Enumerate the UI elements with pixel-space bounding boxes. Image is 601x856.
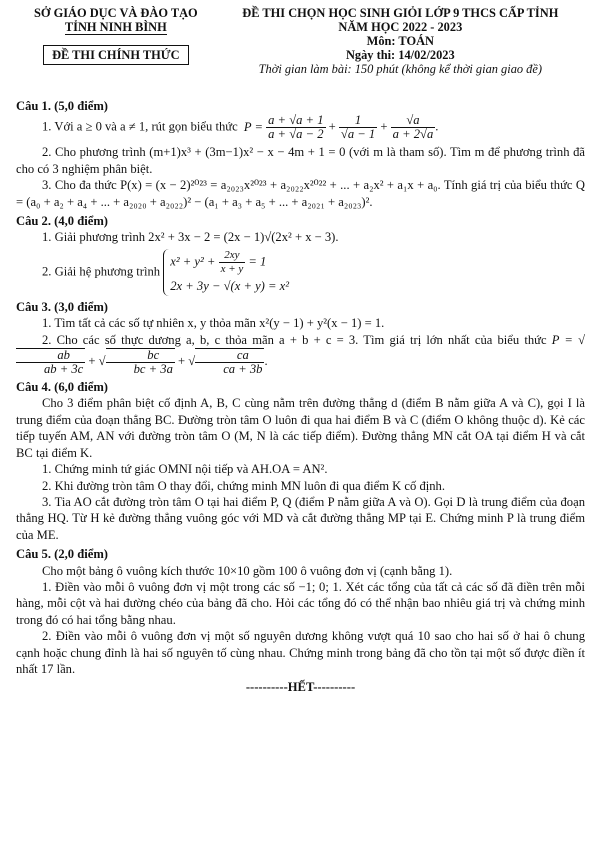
q1-fraction-3: $\frac{√a}{a + 2√a}$ <box>392 113 434 142</box>
q3-root-1: $\frac{ab}{ab + 3c}$ <box>16 348 85 376</box>
q2-system: x² + y² + $\frac{2xy}{x + y}$ = 1 2x + 3y − √(x + y) = x² <box>163 249 289 296</box>
exam-date: Ngày thi: 14/02/2023 <box>345 48 455 62</box>
school-year: NĂM HỌC 2022 - 2023 <box>338 20 463 34</box>
q3-item-1: 1. Tìm tất cả các số tự nhiên x, y thỏa mãn x²(y − 1) + y²(x − 1) = 1. <box>42 316 385 331</box>
q3-root-3: $\frac{ca}{ca + 3b}$ <box>195 348 264 376</box>
q3-root-2: $\frac{bc}{bc + 3a}$ <box>106 348 175 376</box>
q4-item-1: 1. Chứng minh tứ giác OMNI nội tiếp và AH.OA = AN². <box>42 462 328 477</box>
q1-fraction-1: $\frac{a + √a + 1}{a + √a - 2}$ <box>268 113 324 142</box>
question-1-title: Câu 1. (5,0 điểm) <box>16 99 108 113</box>
q4-item-2: 2. Khi đường tròn tâm O thay đổi, chứng minh MN luôn đi qua điểm K cố định. <box>42 478 445 493</box>
official-box: ĐỀ THI CHÍNH THỨC <box>43 45 189 65</box>
q5-item-2: 2. Điền vào mỗi ô vuông đơn vị một số nguyên dương không vượt quá 10 sao cho hai số ở hai ô chung cạnh hoặc chung đỉnh là hai số nguyên tố cùng nhau. Chứng minh trong bảng đã cho tồn tại một số được điền ít nhất 17 lần. <box>16 629 585 676</box>
question-3-title: Câu 3. (3,0 điểm) <box>16 299 108 314</box>
header-left <box>16 6 216 76</box>
subject: Môn: TOÁN <box>366 34 434 48</box>
q4-item-3: 3. Tia AO cắt đường tròn tâm O tại hai điểm P, Q (điểm P nằm giữa A và O). Gọi D là trung điểm của đoạn thẳng HQ. Từ H kẻ đường thẳng vuông góc với MD và cắt đường thẳng MP tại E. Chứng minh P là trung điểm của ME. <box>16 494 585 542</box>
q2-item-2: 2. Giải hệ phương trình x² + y² + $\frac{2xy}{x + y}$ = 1 2x + 3y − √(x + y) = x² <box>42 249 585 296</box>
q4-intro: Cho 3 điểm phân biệt cố định A, B, C cùng nằm trên đường thẳng d (điểm B nằm giữa A và C), gọi I là trung điểm của đoạn thẳng BC. Đường tròn tâm O luôn đi qua hai điểm B và C (điểm O không thuộc d). Kẻ các tiếp tuyến AM, AN với đường tròn tâm O (M, N là các tiếp điểm). Đường thẳng MN cắt OA tại điểm H và cắt BC tại điểm K. <box>16 396 585 460</box>
q1-item-1: 1. Với a ≥ 0 và a ≠ 1, rút gọn biểu thức P = $\frac{a + √a + 1}{a + √a - 2}$ + $\frac{1}{√a - 1}$ + $\frac{√a}{a + 2√a}$ . <box>42 113 439 142</box>
org-line2: TỈNH NINH BÌNH <box>64 20 167 34</box>
question-5-title: Câu 5. (2,0 điểm) <box>16 547 108 562</box>
q5-intro: Cho một bảng ô vuông kích thước 10×10 gồm 100 ô vuông đơn vị (cạnh bằng 1). <box>42 563 453 578</box>
q2-item-1: 1. Giải phương trình 2x² + 3x − 2 = (2x − 1)√(2x² + x − 3). <box>42 230 339 245</box>
header-right <box>216 6 585 76</box>
question-2-title: Câu 2. (4,0 điểm) <box>16 214 108 229</box>
exam-title: ĐỀ THI CHỌN HỌC SINH GIỎI LỚP 9 THCS CẤP TỈNH <box>242 6 559 20</box>
exam-header <box>16 6 585 76</box>
q3-item-2: 2. Cho các số thực dương a, b, c thỏa mãn a + b + c = 3. Tìm giá trị lớn nhất của biểu thức P = √ $\frac{ab}{ab + 3c}$ + √ $\frac{bc}{bc + 3a}$ + √ $\frac{ca}{ca + 3b}$ . <box>16 332 585 376</box>
q1-item-2: 2. Cho phương trình (m+1)x³ + (3m−1)x² − x − 4m + 1 = 0 (với m là tham số). Tìm m để phương trình đã cho có 3 nghiệm phân biệt. <box>16 145 585 176</box>
question-4-title: Câu 4. (6,0 điểm) <box>16 380 108 395</box>
q5-item-1: 1. Điền vào mỗi ô vuông đơn vị một trong các số −1; 0; 1. Xét các tổng của tất cả các số đã điền trên mỗi hàng, mỗi cột và hai đường chéo của bảng đã cho. Hỏi các tổng đó có thể nhận bao nhiêu giá trị và chứng minh trong đó có hai tổng bằng nhau. <box>16 579 585 627</box>
duration: Thời gian làm bài: 150 phút (không kể thời gian giao đề) <box>258 62 543 76</box>
end-marker: ----------HẾT---------- <box>245 680 356 695</box>
q1-fraction-2: $\frac{1}{√a - 1}$ <box>340 113 376 142</box>
q1-item-3: 3. Cho đa thức P(x) = (x − 2)²⁰²³ = a₂₀₂₃x²⁰²³ + a₂₀₂₂x²⁰²² + ... + a₂x² + a₁x + a₀. Tính giá trị của biểu thức Q = (a₀ + a₂ + a₄ + ... + a₂₀₂₀ + a₂₀₂₂)² − (a₁ + a₃ + a₅ + ... + a₂₀₂₁ + a₂₀₂₃)². <box>16 178 585 209</box>
org-line1: SỞ GIÁO DỤC VÀ ĐÀO TẠO <box>33 6 198 20</box>
